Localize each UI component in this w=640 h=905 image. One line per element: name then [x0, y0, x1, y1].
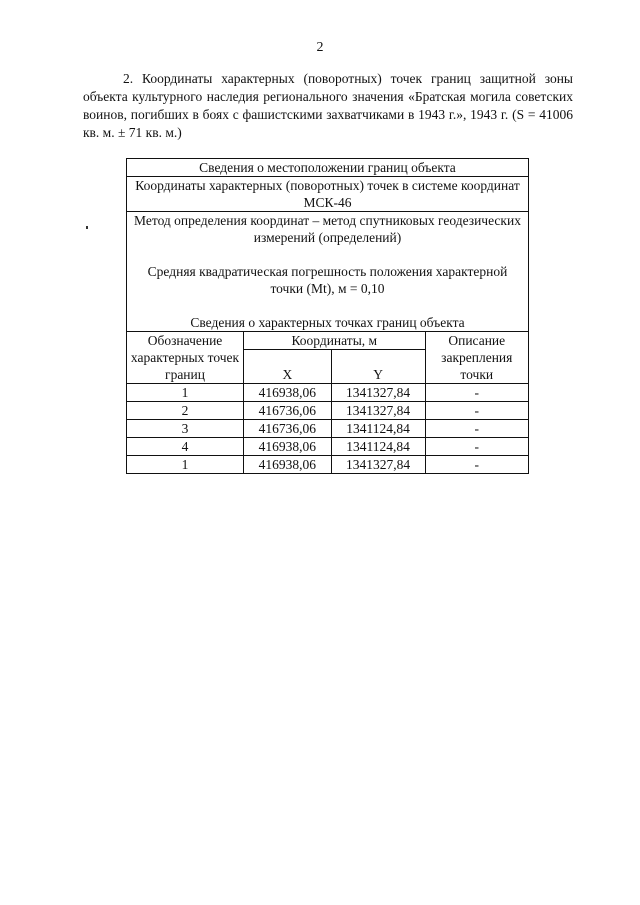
x-value: 416938,06 [244, 438, 332, 456]
y-value: 1341327,84 [331, 456, 425, 474]
points-title: Сведения о характерных точках границ объекта [190, 315, 465, 330]
table-row [127, 456, 529, 474]
x-value: 416736,06 [244, 402, 332, 420]
stray-mark [86, 226, 88, 229]
point-id: 2 [127, 402, 244, 420]
point-id: 1 [127, 384, 244, 402]
page-number: 2 [316, 40, 324, 55]
x-value: 416736,06 [244, 420, 332, 438]
point-desc: - [425, 384, 528, 402]
point-desc: - [425, 456, 528, 474]
y-value: 1341124,84 [331, 420, 425, 438]
header-x: X [244, 350, 332, 384]
method-info-row [127, 212, 529, 332]
table-row [127, 402, 529, 420]
header-y: Y [331, 350, 425, 384]
accuracy-text: Средняя квадратическая погрешность положения характерной точки (Mt), м = 0,10 [147, 264, 508, 296]
section-title: Сведения о местоположении границ объекта [127, 159, 529, 177]
header-row [127, 332, 529, 350]
point-id: 3 [127, 420, 244, 438]
header-desc: Описание закрепления точки [425, 332, 528, 384]
x-value: 416938,06 [244, 456, 332, 474]
y-value: 1341124,84 [331, 438, 425, 456]
x-value: 416938,06 [244, 384, 332, 402]
coord-system-text: Координаты характерных (поворотных) точек в системе координат МСК-46 [127, 177, 529, 212]
y-value: 1341327,84 [331, 402, 425, 420]
method-info-cell [127, 212, 529, 332]
header-coords: Координаты, м [244, 332, 426, 350]
header-point: Обозначение характерных точек границ [127, 332, 244, 384]
intro-paragraph: 2. Координаты характерных (поворотных) точек границ защитной зоны объекта культурного наследия регионального значения «Братская могила советских воинов, погибших в боях с фашистскими захватчиками в 1943 г.», 1943 г. (S = 41006 кв. м. ± 71 кв. м.) [83, 71, 573, 140]
method-text: Метод определения координат – метод спутниковых геодезических измерений (определений) [134, 213, 521, 245]
table-title-row [127, 159, 529, 177]
boundary-coordinates-table [126, 158, 529, 474]
point-desc: - [425, 420, 528, 438]
table-row [127, 420, 529, 438]
coord-system-row [127, 177, 529, 212]
table-row [127, 438, 529, 456]
table-row [127, 384, 529, 402]
point-desc: - [425, 438, 528, 456]
point-desc: - [425, 402, 528, 420]
point-id: 4 [127, 438, 244, 456]
y-value: 1341327,84 [331, 384, 425, 402]
point-id: 1 [127, 456, 244, 474]
